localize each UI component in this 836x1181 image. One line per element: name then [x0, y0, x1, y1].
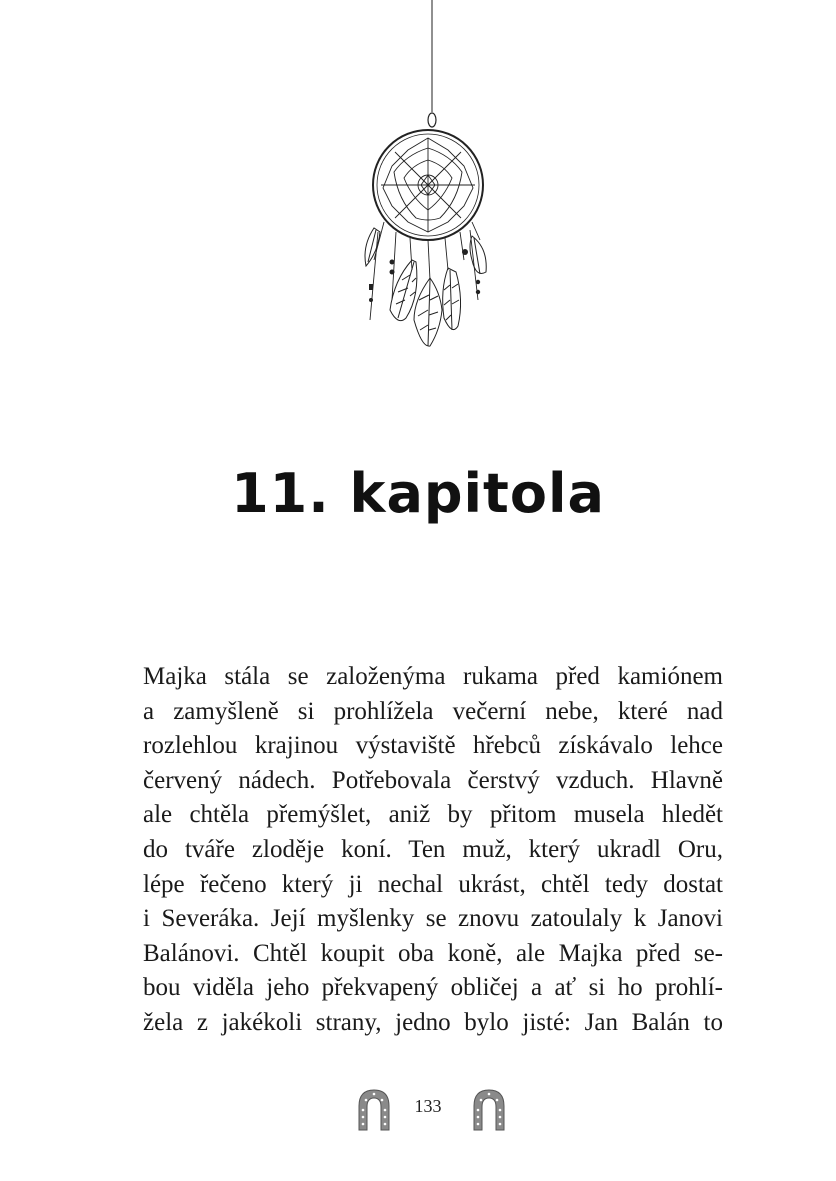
horseshoe-icon — [470, 1086, 508, 1132]
text-line: i Severáka. Její myšlenky se znovu zatoulaly k Janovi — [143, 905, 723, 933]
text-line: Majka stála se založenýma rukama před kamiónem — [143, 663, 723, 690]
text-line: lépe řečeno který ji nechal ukrást, chtěl tedy dostat — [143, 870, 723, 898]
text-line: rozlehlou krajinou výstaviště hřebců získávalo lehce — [143, 732, 723, 760]
page-number: 133 — [414, 1096, 442, 1116]
page-footer — [0, 1082, 836, 1132]
text-line: Balánovi. Chtěl koupit oba koně, ale Majka před se- — [143, 939, 723, 967]
text-line: ale chtěla přemýšlet, aniž by přitom musela hledět — [143, 801, 723, 829]
horseshoe-icon — [355, 1086, 393, 1132]
text-line: a zamyšleně si prohlížela večerní nebe, které nad — [143, 697, 723, 725]
body-paragraph — [143, 660, 723, 1041]
dreamcatcher-icon — [340, 0, 500, 360]
text-line: červený nádech. Potřebovala čerstvý vzduch. Hlavně — [143, 766, 723, 794]
text-line: žela z jakékoli strany, jedno bylo jisté: Jan Balán to — [143, 1008, 723, 1036]
text-line: do tváře zloděje koní. Ten muž, který ukradl Oru, — [143, 835, 723, 863]
chapter-title: 11. kapitola — [231, 462, 605, 525]
text-line: bou viděla jeho překvapený obličej a ať si ho prohlí- — [143, 974, 723, 1002]
